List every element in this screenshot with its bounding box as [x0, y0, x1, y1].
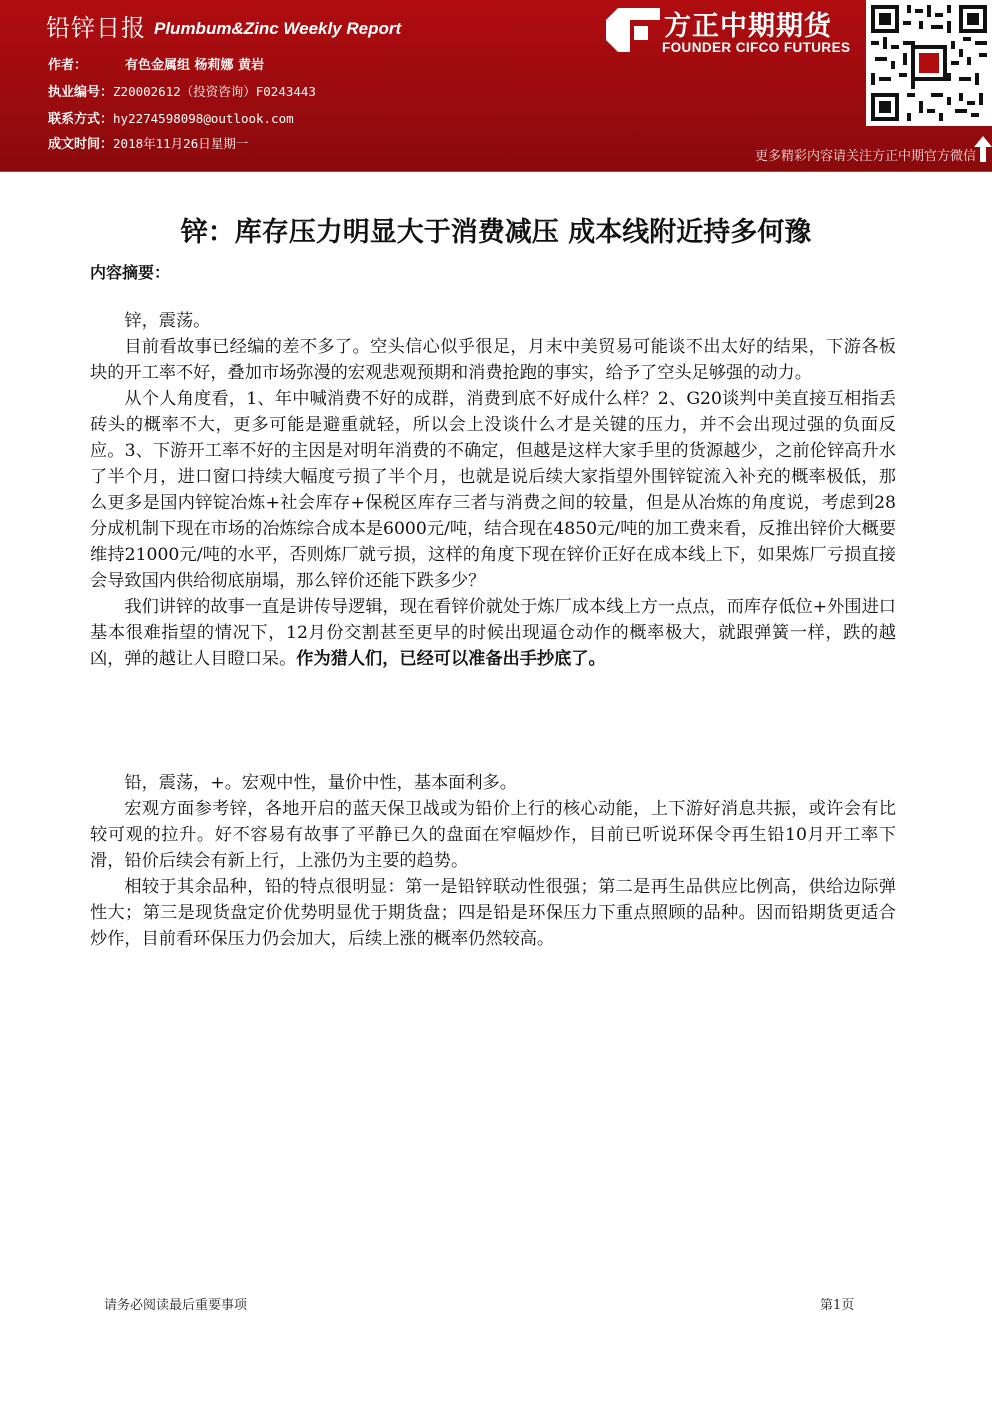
logo-cn-text: 方正中期期货: [664, 11, 832, 42]
page-number: 第1页: [820, 1298, 855, 1313]
lead-paragraph-1: 铅，震荡，+。宏观中性，量价中性，基本面利多。: [124, 773, 517, 793]
follow-wechat-text: 更多精彩内容请关注方正中期官方微信: [754, 149, 976, 164]
license-line: [48, 81, 316, 100]
zinc-paragraph-4-text: 我们讲锌的故事一直是讲传导逻辑，现在看锌价就处于炼厂成本线上方一点点，而库存低位+外围进口基本很难指望的情况下，12月份交割甚至更早的时候出现逼仓动作的概率极大，就跟弹簧一样，跌的越凶，弹的越让人目瞪口呆。: [90, 597, 896, 669]
zinc-paragraph-1: 锌，震荡。: [124, 311, 211, 331]
license-label: 执业编号：: [48, 85, 114, 100]
wechat-qr-code[interactable]: [866, 0, 992, 126]
report-title-en: Plumbum&Zinc Weekly Report: [154, 19, 402, 38]
contact-line: [48, 108, 294, 127]
zinc-paragraph-4: [90, 594, 896, 672]
logo-en-text: FOUNDER CIFCO FUTURES: [662, 40, 851, 55]
date-value: 2018年11月26日星期一: [113, 136, 249, 151]
contact-label: 联系方式：: [48, 112, 114, 127]
lead-section: [90, 770, 896, 952]
report-header: [0, 0, 992, 172]
zinc-paragraph-3: 从个人角度看，1、年中喊消费不好的成群，消费到底不好成什么样？2、G20谈判中美直接互相指丢砖头的概率不大，更多可能是避重就轻，所以会上没谈什么才是关键的压力，并不会出现过强的负面反应。3、下游开工率不好的主因是对明年消费的不确定，但越是这样大家手里的货源越少，之前伦锌高升水了半个月，进口窗口持续大幅度亏损了半个月，也就是说后续大家指望外围锌锭流入补充的概率极低，那么更多是国内锌锭冶炼+社会库存+保税区库存三者与消费之间的较量，但是从冶炼的角度说，考虑到28分成机制下现在市场的冶炼综合成本是6000元/吨，结合现在4850元/吨的加工费来看，反推出锌价大概要维持21000元/吨的水平，否则炼厂就亏损，这样的角度下现在锌价正好在成本线上下，如果炼厂亏损直接会导致国内供给彻底崩塌，那么锌价还能下跌多少？: [90, 389, 896, 591]
author-value: 有色金属组 杨莉娜 黄岩: [125, 58, 265, 73]
report-title-cn: 铅锌日报: [46, 14, 146, 42]
article-title: 锌：库存压力明显大于消费减压 成本线附近持多何豫: [180, 217, 812, 248]
author-label: 作者：: [48, 58, 88, 73]
zinc-section: [90, 308, 896, 672]
footer-disclaimer: 请务必阅读最后重要事项: [104, 1298, 248, 1313]
report-title-bar: [46, 8, 401, 43]
founder-logo-icon: [604, 6, 662, 54]
lead-paragraph-2: 宏观方面参考锌，各地开启的蓝天保卫战或为铅价上行的核心动能，上下游好消息共振，或许会有比较可观的拉升。好不容易有故事了平静已久的盘面在窄幅炒作，目前已听说环保令再生铅10月开工率下滑，铅价后续会有新上行，上涨仍为主要的趋势。: [90, 799, 896, 871]
license-value: Z20002612（投资咨询）F0243443: [113, 84, 316, 99]
arrow-up-icon: [974, 136, 992, 162]
zinc-paragraph-2: 目前看故事已经编的差不多了。空头信心似乎很足，月末中美贸易可能谈不出太好的结果，下游各板块的开工率不好，叠加市场弥漫的宏观悲观预期和消费抢跑的事实，给予了空头足够强的动力。: [90, 337, 896, 383]
zinc-conclusion-bold: 作为猎人们，已经可以准备出手抄底了。: [296, 649, 606, 669]
summary-label: 内容摘要：: [90, 263, 171, 282]
lead-paragraph-3: 相较于其余品种，铅的特点很明显：第一是铅锌联动性很强；第二是再生品供应比例高，供给边际弹性大；第三是现货盘定价优势明显优于期货盘；四是铅是环保压力下重点照顾的品种。因而铅期货更适合炒作，目前看环保压力仍会加大，后续上涨的概率仍然较高。: [90, 877, 896, 949]
date-line: [48, 133, 248, 152]
qr-code-icon: [871, 5, 987, 121]
date-label: 成文时间：: [48, 137, 114, 152]
contact-value[interactable]: hy2274598098@outlook.com: [113, 111, 294, 126]
author-line: [48, 54, 264, 73]
